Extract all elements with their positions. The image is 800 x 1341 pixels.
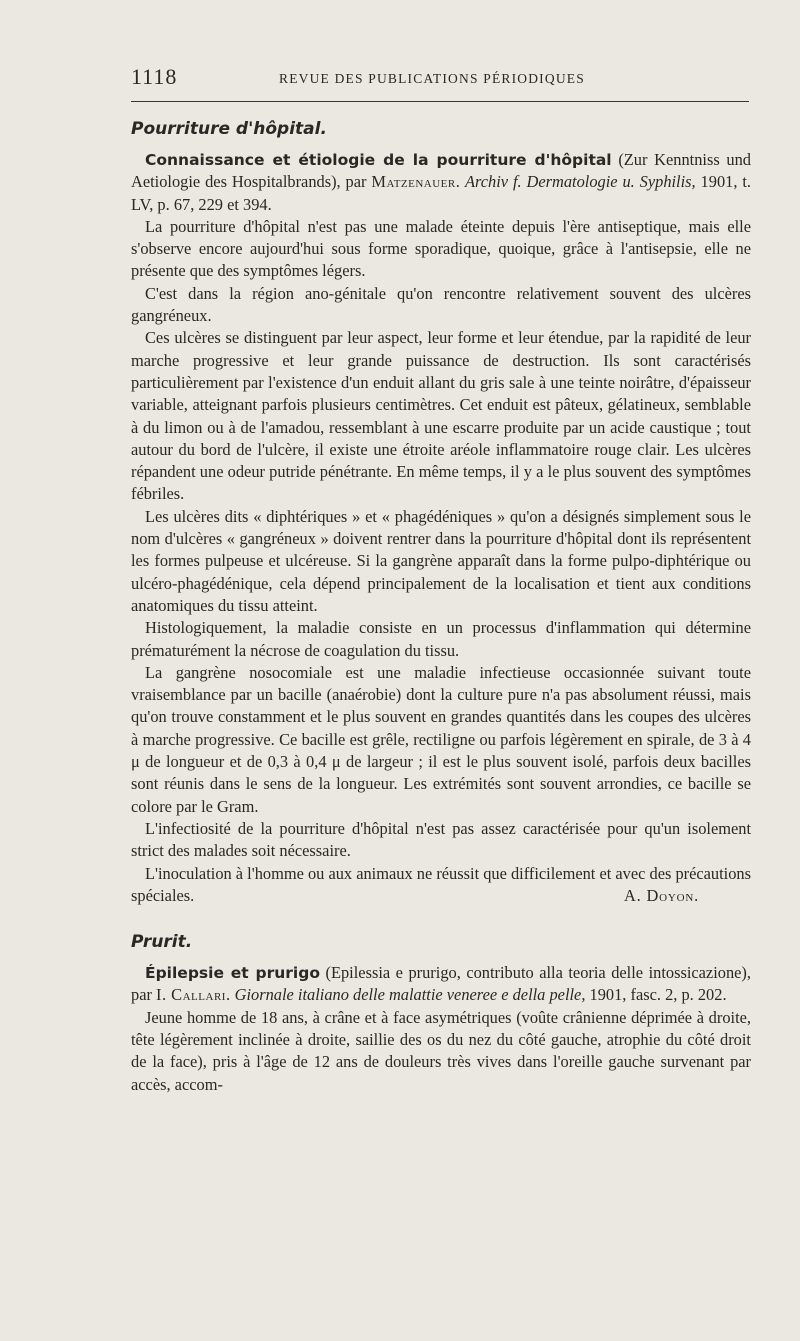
citation-details: 1901, t. LV, p. 67, 229 et 394. xyxy=(131,172,751,214)
body-paragraph: La pourriture d'hôpital n'est pas une malade éteinte depuis l'ère antiseptique, mais elle s'observe encore aujourd'hui sous forme sporadique, quoique, grâce à l'antisepsie, elle ne présente que des symptômes légers. xyxy=(131,216,751,281)
signature: A. Doyon. xyxy=(624,885,699,905)
page-number: 1118 xyxy=(131,64,178,89)
body-paragraph: C'est dans la région ano-génitale qu'on rencontre relativement souvent des ulcères gangréneux. xyxy=(131,283,751,326)
citation-text: (Epilessia e prurigo, contributo alla teoria delle intossicazione), par xyxy=(131,963,751,1005)
body-paragraph: La gangrène nosocomiale est une maladie infectieuse occasionnée suivant toute vraisemblance par un bacille (anaérobie) dont la culture pure n'a pas absolument réussi, mais qu'on trouve constamment et le plus souvent en grandes quantités dans les coupes des ulcères à marche progressive. Ce bacille est grêle, rectiligne ou parfois légèrement en spirale, de 3 à 4 μ de longueur et de 0,3 à 0,4 μ de largeur ; il est le plus souvent isolé, parfois deux bacilles sont réunis dans le sens de la longueur. Les extrémités sont souvent arrondies, ce bacille se colore par le Gram. xyxy=(131,662,751,816)
body-paragraph: L'infectiosité de la pourriture d'hôpital n'est pas assez caractérisée pour qu'un isolement strict des malades soit nécessaire. xyxy=(131,818,751,861)
citation-details: 1901, fasc. 2, p. 202. xyxy=(585,985,727,1005)
header-rule xyxy=(131,101,749,102)
section-title-prurit: Prurit. xyxy=(131,932,193,953)
body-paragraph: Jeune homme de 18 ans, à crâne et à face asymétriques (voûte crânienne déprimée à droite, tête légèrement inclinée à droite, saillie des os du nez du côté gauche, atrophie du côté droit de la face), pris à l'âge de 12 ans de douleurs très vives dans l'oreille gauche survenant par accès, accom- xyxy=(131,1007,751,1094)
article-author: Matzenauer. xyxy=(371,172,461,192)
article-citation xyxy=(131,149,751,216)
page-header xyxy=(131,64,751,94)
article-citation xyxy=(131,962,751,1007)
last-paragraph-text: L'inoculation à l'homme ou aux animaux ne réussit que difficilement et avec des précautions spéciales. xyxy=(131,863,751,905)
citation-text: (Zur Kenntniss und Aetiologie des Hospitalbrands), par xyxy=(131,150,751,192)
page-content xyxy=(131,118,751,1096)
journal-name: Giornale italiano delle malattie veneree e della pelle, xyxy=(230,985,586,1005)
journal-name: Archiv f. Dermatologie u. Syphilis, xyxy=(460,172,696,192)
article-title: Connaissance et étiologie de la pourriture d'hôpital xyxy=(145,151,612,169)
article-title: Épilepsie et prurigo xyxy=(145,964,320,983)
article-author: I. Callari. xyxy=(156,985,231,1005)
running-head: REVUE DES PUBLICATIONS PÉRIODIQUES xyxy=(279,71,585,86)
body-paragraph: Histologiquement, la maladie consiste en un processus d'inflammation qui détermine prématurément la nécrose de coagulation du tissu. xyxy=(131,618,751,660)
body-paragraph: Ces ulcères se distinguent par leur aspect, leur forme et leur étendue, par la rapidité de leur marche progressive et leur grande puissance de destruction. Ils sont caractérisés particulièrement par l'existence d'un enduit allant du gris sale à une teinte noirâtre, d'épaisseur variable, atteignant parfois plusieurs centimètres. Cet enduit est pâteux, gélatineux, semblable à du limon ou à de l'amadou, ressemblant à une escarre produite par un acide caustique ; tout autour du bord de l'ulcère, il existe une étroite aréole inflammatoire rouge clair. Les ulcères répandent une odeur putride pénétrante. En même temps, il y a le plus souvent des symptômes fébriles. xyxy=(131,328,751,504)
body-paragraph: Les ulcères dits « diphtériques » et « phagédéniques » qu'on a désignés simplement sous le nom d'ulcères « gangréneux » doivent rentrer dans la pourriture d'hôpital dont ils représentent les formes pulpeuse et ulcéreuse. Si la gangrène apparaît dans la forme pulpo-diphtérique ou ulcéro-phagédénique, cela dépend principalement de la localisation et tient aux conditions anatomiques du tissu atteint. xyxy=(131,506,751,615)
body-paragraph-last xyxy=(131,863,751,908)
section-title-pourriture: Pourriture d'hôpital. xyxy=(131,119,327,139)
